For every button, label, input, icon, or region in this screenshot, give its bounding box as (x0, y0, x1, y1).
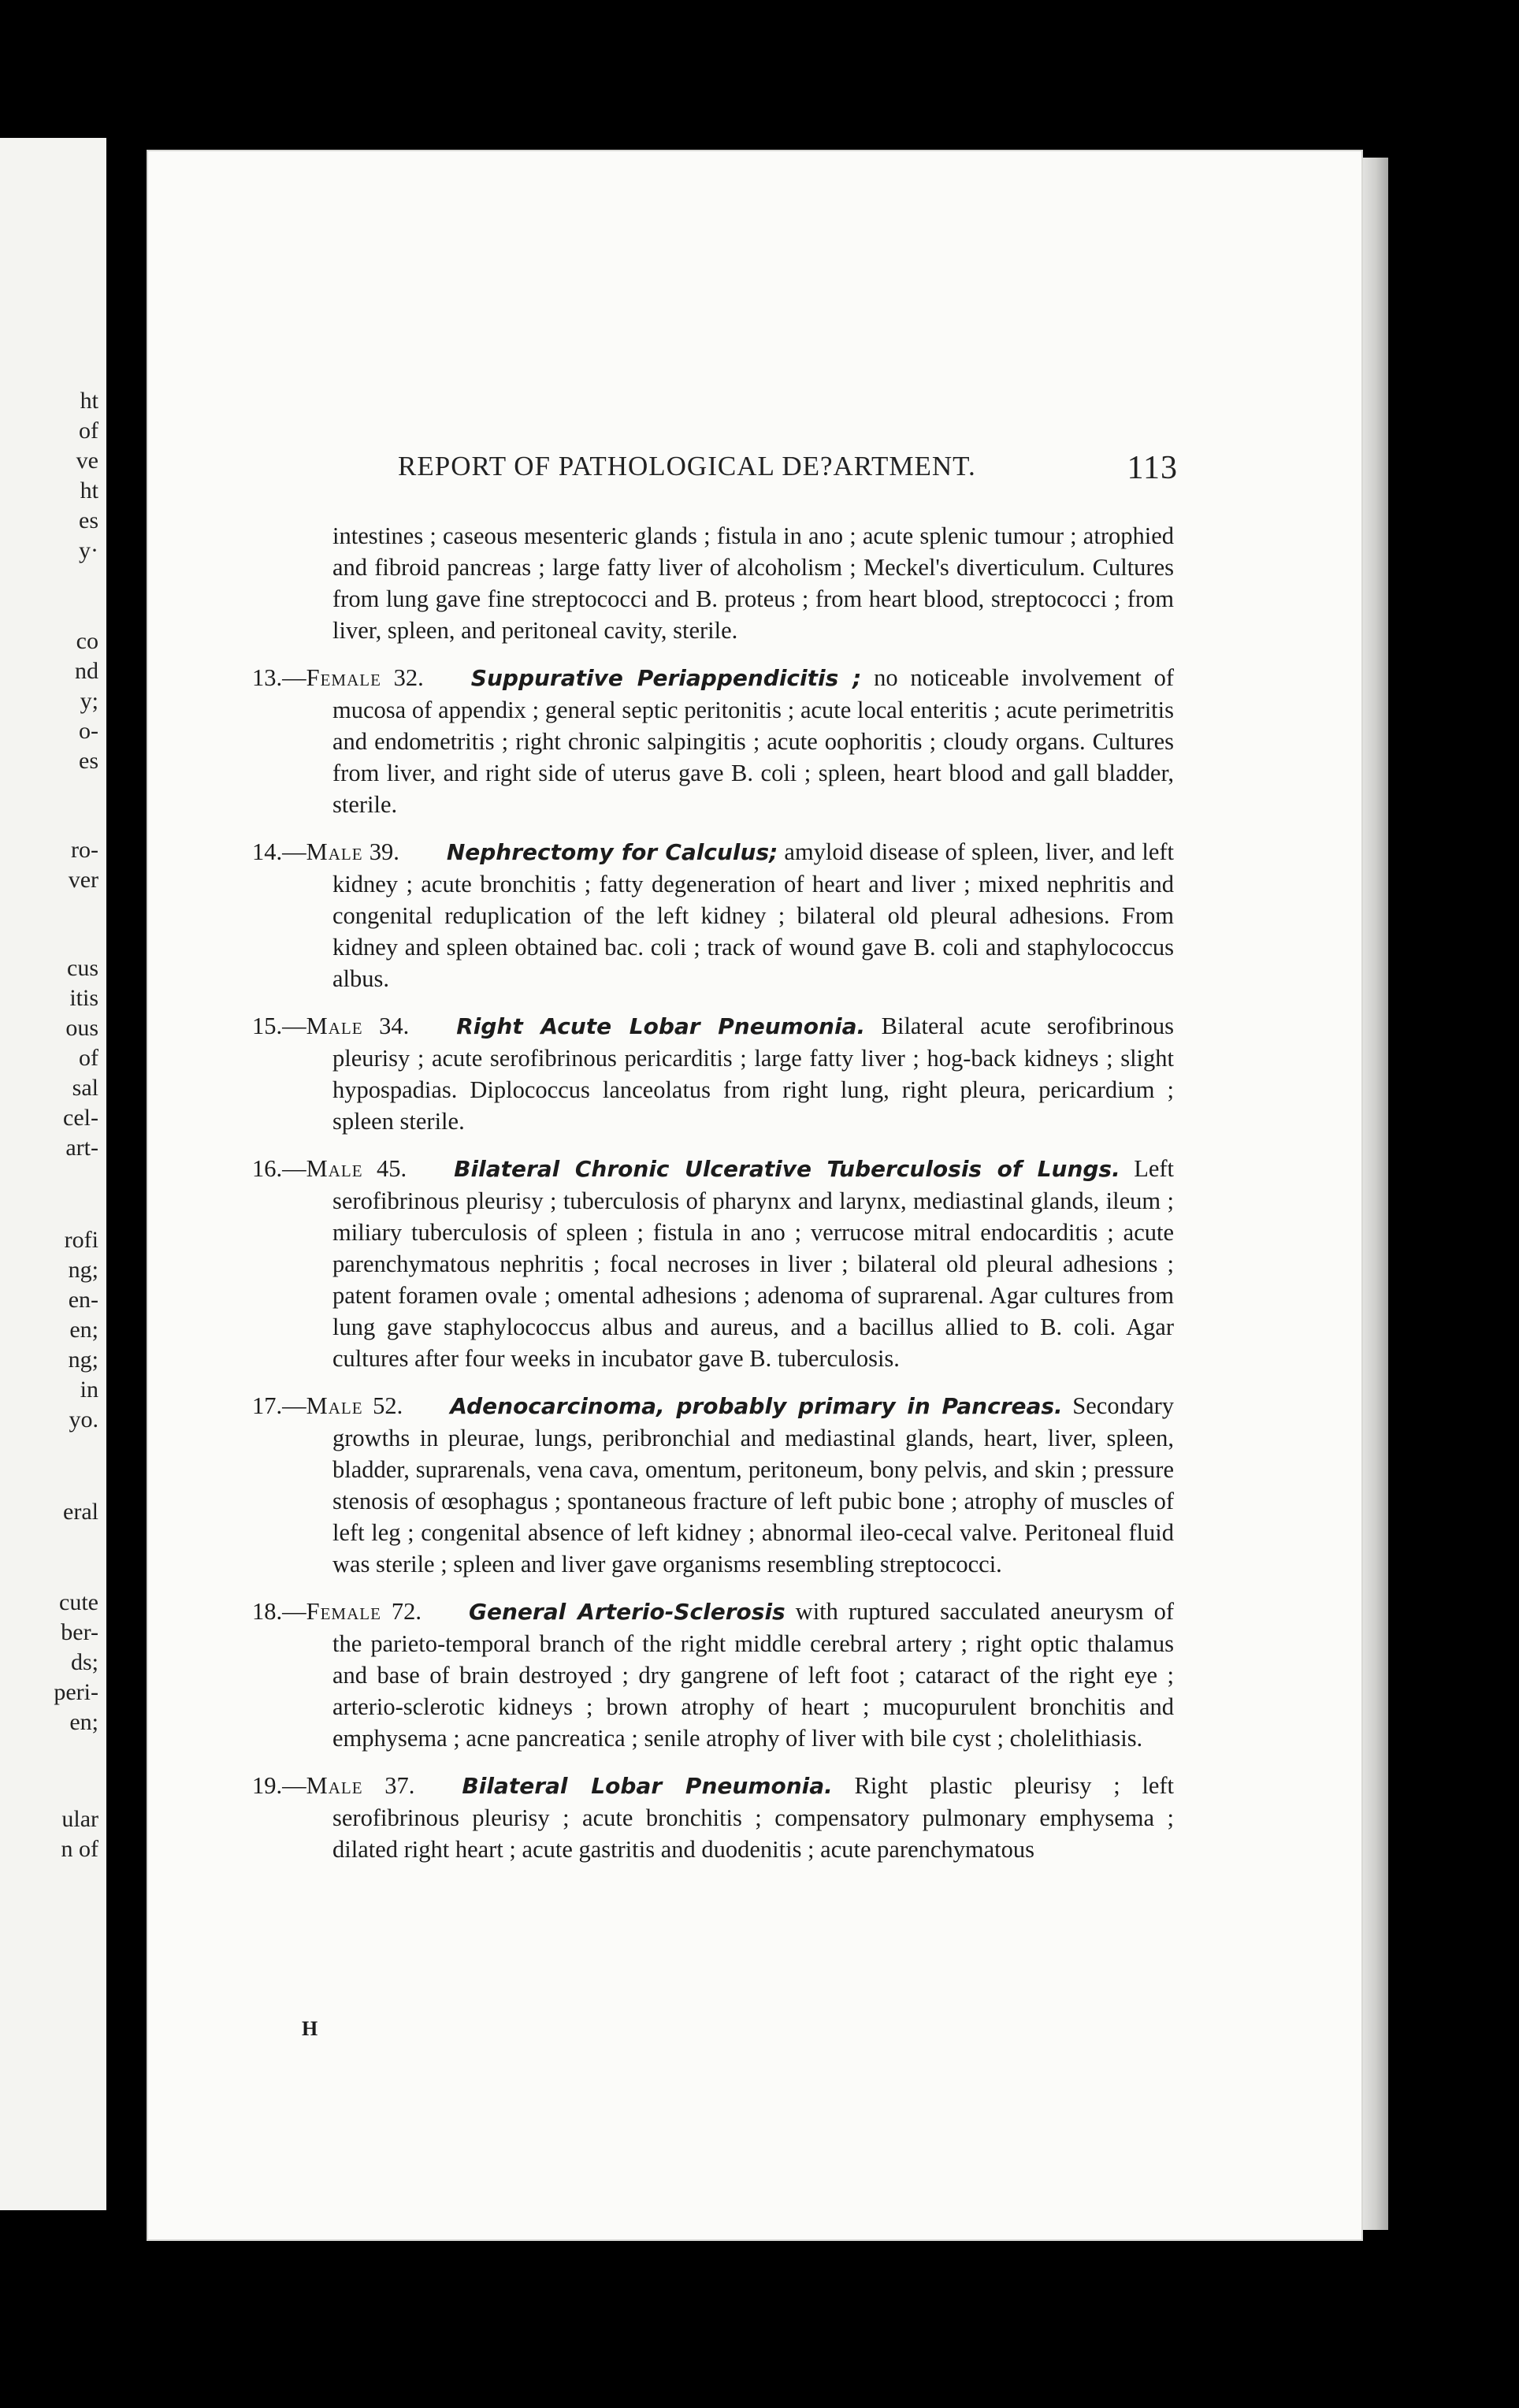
left-page-fragment: ro- (71, 837, 98, 863)
left-page-fragment: peri- (54, 1679, 98, 1705)
left-page-fragment: eral (63, 1499, 98, 1525)
case-number: 14.— (252, 838, 306, 865)
case-diagnosis: Bilateral Chronic Ulcerative Tuberculosis of Lungs. (454, 1156, 1120, 1182)
case-findings: Left serofibrinous pleurisy ; tuberculosis of pharynx and larynx, mediastinal glands, ileum ; miliary tuberculosis of spleen ; fistula in ano ; verrucose mitral endocarditis ; acute parenchymatous nephritis ; focal necroses in liver ; bilateral old pleural adhesions ; patent foramen ovale ; omental adhesions ; adenoma of suprarenal. Agar cultures from lung gave staphylococcus albus and aureus, and a bacillus allied to B. coli. Agar cultures after four weeks in incubator gave B. tuberculosis. (332, 1155, 1174, 1372)
case-age: 37. (384, 1772, 415, 1799)
left-page-fragment: es (79, 507, 98, 533)
signature-mark: H (302, 2017, 318, 2040)
continuation-paragraph: intestines ; caseous mesenteric glands ; fistula in ano ; acute splenic tumour ; atrophied and fibroid pancreas ; large fatty liver of alcoholism ; Meckel's diverticulum. Cultures from lung gave fine streptococci and B. proteus ; from heart blood, streptococci ; from liver, spleen, and peritoneal cavity, sterile. (332, 522, 1174, 644)
case-age: 32. (393, 664, 424, 691)
case-number: 15.— (252, 1013, 306, 1039)
case-findings: Right plastic pleurisy ; left serofibrinous pleurisy ; acute bronchitis ; compensatory pulmonary emphysema ; dilated right heart ; acute gastritis and duodenitis ; acute parenchymatous (332, 1772, 1174, 1863)
left-page-fragment: es (79, 748, 98, 774)
left-facing-page (0, 138, 106, 2210)
case-entry (252, 1390, 1174, 1580)
case-findings: with ruptured sacculated aneurysm of the parieto-temporal branch of the right middle cerebral artery ; right optic thalamus and base of brain destroyed ; dry gangrene of left foot ; cataract of the right eye ; arterio-sclerotic kidneys ; brown atrophy of heart ; mucopurulent bronchitis and emphysema ; acne pancreatica ; senile atrophy of liver with bile cyst ; cholelithiasis. (332, 1598, 1174, 1752)
left-page-fragment: art- (65, 1135, 98, 1161)
case-sex: Female (306, 1598, 381, 1625)
left-page-fragment: y; (80, 688, 98, 714)
case-entries (252, 662, 1174, 1865)
left-page-fragment: n of (61, 1836, 98, 1862)
case-diagnosis: Adenocarcinoma, probably primary in Pancreas. (450, 1393, 1063, 1419)
left-page-fragment: ht (80, 388, 98, 414)
left-page-fragment: ds; (70, 1649, 98, 1675)
left-page-fragment: ver (68, 867, 98, 893)
case-sex: Male (306, 1772, 363, 1799)
case-diagnosis: Nephrectomy for Calculus; (446, 839, 778, 865)
left-page-fragment: en; (69, 1317, 98, 1343)
case-number: 16.— (252, 1155, 306, 1182)
case-age: 72. (391, 1598, 422, 1625)
case-number: 13.— (252, 664, 306, 691)
left-page-fragment: cute (59, 1589, 98, 1615)
left-page-fragment: y· (79, 537, 98, 563)
left-page-fragment: ng; (68, 1347, 98, 1373)
left-page-fragment: ular (61, 1806, 98, 1832)
left-page-fragment: ng; (68, 1257, 98, 1283)
left-page-fragment: ber- (61, 1619, 98, 1645)
case-diagnosis: General Arterio-Sclerosis (469, 1599, 785, 1625)
left-page-fragment: yo. (69, 1407, 98, 1433)
left-page-fragment: o- (79, 718, 98, 744)
left-page-fragment: in (80, 1377, 98, 1403)
case-number: 17.— (252, 1392, 306, 1419)
case-entry (252, 1010, 1174, 1137)
left-page-fragment: en; (69, 1709, 98, 1735)
case-sex: Male (306, 1013, 363, 1039)
left-page-fragment: ht (80, 478, 98, 504)
left-page-fragment: of (79, 1045, 98, 1071)
case-number: 18.— (252, 1598, 306, 1625)
page-number: 113 (1127, 450, 1178, 486)
case-sex: Male (306, 1392, 363, 1419)
left-page-fragment: cus (67, 955, 98, 981)
case-entry (252, 836, 1174, 994)
left-page-fragment: sal (72, 1075, 98, 1101)
case-entry (252, 1770, 1174, 1865)
case-diagnosis: Suppurative Periappendicitis ; (470, 665, 862, 691)
case-findings: Bilateral acute serofibrinous pleurisy ; acute serofibrinous pericarditis ; large fatty liver ; hog-back kidneys ; slight hypospadias. Diplococcus lanceolatus from right lung, right pleura, pericardium ; spleen sterile. (332, 1013, 1174, 1135)
case-entry (252, 1153, 1174, 1374)
case-findings: Secondary growths in pleurae, lungs, peribronchial and mediastinal glands, heart, liver, spleen, bladder, suprarenals, vena cava, omentum, peritoneum, bony pelvis, and skin ; pressure stenosis of œsophagus ; spontaneous fracture of left pubic bone ; atrophy of muscles of left leg ; congenital absence of left kidney ; abnormal ileo-cecal valve. Peritoneal fluid was sterile ; spleen and liver gave organisms resembling streptococci. (332, 1392, 1175, 1577)
case-sex: Female (306, 664, 381, 691)
case-age: 45. (377, 1155, 407, 1182)
case-diagnosis: Bilateral Lobar Pneumonia. (462, 1773, 833, 1799)
page-edge (1357, 158, 1388, 2230)
case-sex: Male (306, 838, 363, 865)
case-age: 34. (379, 1013, 410, 1039)
case-diagnosis: Right Acute Lobar Pneumonia. (456, 1013, 866, 1039)
left-page-fragment: itis (69, 985, 98, 1011)
left-page-fragment: ous (65, 1015, 98, 1041)
case-number: 19.— (252, 1772, 306, 1799)
left-page-fragment: ve (76, 448, 98, 474)
header-title: REPORT OF PATHOLOGICAL DE?ARTMENT. (398, 451, 976, 481)
case-age: 52. (373, 1392, 403, 1419)
left-page-fragment: en- (68, 1287, 98, 1313)
left-page-fragment: co (76, 628, 98, 654)
left-page-fragment: of (79, 418, 98, 444)
case-age: 39. (369, 838, 399, 865)
case-sex: Male (306, 1155, 363, 1182)
case-findings: amyloid disease of spleen, liver, and left kidney ; acute bronchitis ; fatty degeneration of heart and liver ; mixed nephritis and congenital reduplication of the left kidney ; bilateral old pleural adhesions. From kidney and spleen obtained bac. coli ; track of wound gave B. coli and staphylococcus albus. (332, 838, 1174, 992)
left-page-fragment: rofi (64, 1227, 98, 1253)
page-body (252, 520, 1174, 1881)
case-entry (252, 662, 1174, 820)
case-entry (252, 1596, 1174, 1754)
left-page-fragment: cel- (63, 1105, 98, 1131)
left-page-fragment: nd (75, 658, 98, 684)
case-findings: no noticeable involvement of mucosa of appendix ; general septic peritonitis ; acute local enteritis ; acute perimetritis and endometritis ; right chronic salpingitis ; acute oophoritis ; cloudy organs. Cultures from liver, and right side of uterus gave B. coli ; spleen, heart blood and gall bladder, sterile. (332, 664, 1175, 818)
